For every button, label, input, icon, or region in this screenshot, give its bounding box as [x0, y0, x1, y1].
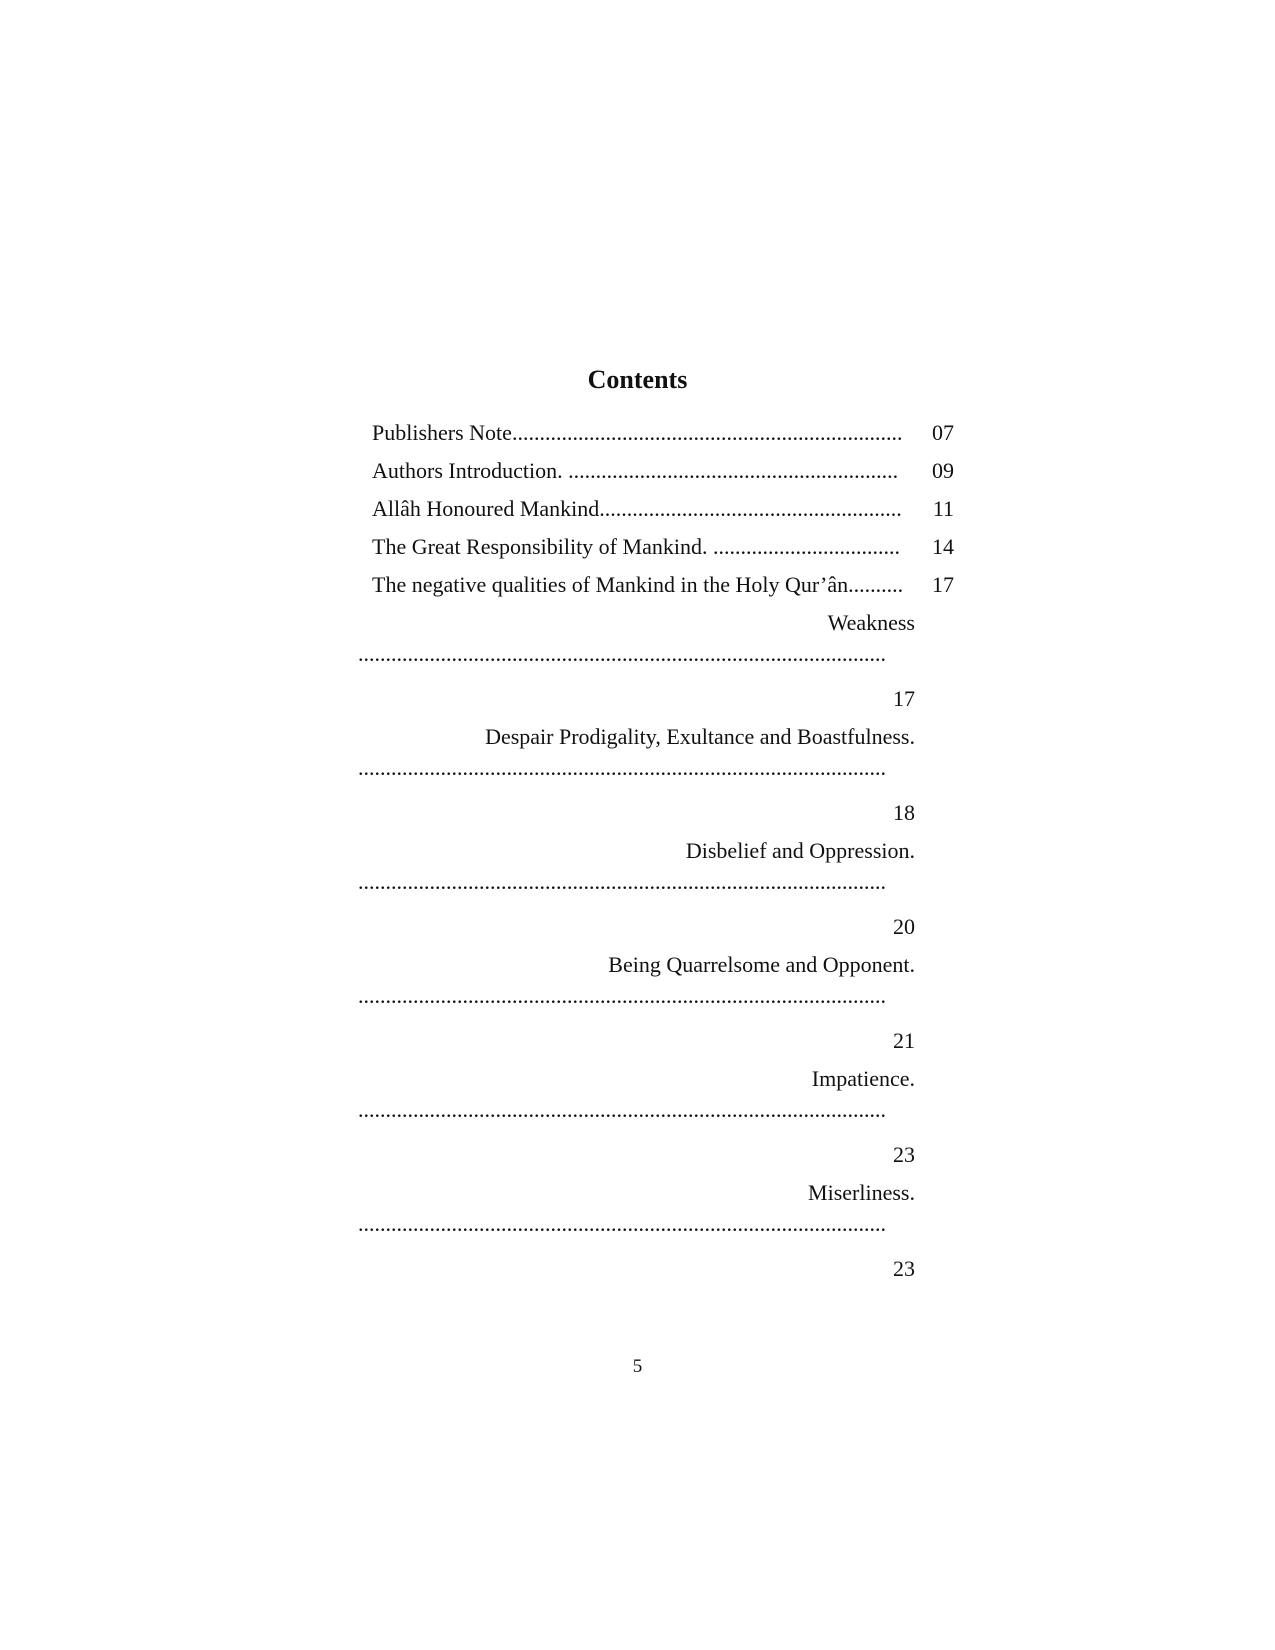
page-number: 5: [632, 1356, 643, 1377]
contents-heading: Contents: [587, 365, 688, 394]
toc-sub-entry-leader: ................................................................................................: [358, 1097, 886, 1122]
toc-sub-entry-page: 23: [893, 1142, 915, 1167]
toc-entry[interactable]: [372, 572, 954, 598]
toc-sub-entry-page: 21: [893, 1028, 915, 1053]
toc-entry-page: 17: [932, 572, 954, 597]
toc-sub-entry-title: Being Quarrelsome and Opponent.: [608, 952, 915, 977]
toc-sub-entry-title: Disbelief and Oppression.: [685, 838, 915, 863]
toc-entry-page: 11: [932, 496, 954, 521]
toc-sub-entry-title: Miserliness.: [808, 1180, 915, 1205]
toc-entry[interactable]: [372, 420, 954, 446]
toc-sub-entry-page: 20: [893, 914, 915, 939]
toc-sub-entry-leader: ................................................................................................: [358, 641, 886, 666]
toc-entry-leader: ......................................................: [604, 496, 902, 521]
toc-entry-page: 14: [932, 534, 954, 559]
toc-entry-page: 09: [932, 458, 954, 483]
toc-sub-entry-leader: ................................................................................................: [358, 755, 886, 780]
toc-entry-leader: ..................................: [712, 534, 900, 559]
toc-entry[interactable]: [372, 534, 954, 560]
toc-entry-leader: ......................................................................: [517, 420, 903, 445]
toc-entry-title: Authors Introduction.: [372, 458, 569, 483]
toc-entry-title: The Great Responsibility of Mankind.: [372, 534, 713, 559]
toc-sub-entry-title: Despair Prodigality, Exultance and Boastfulness.: [485, 724, 915, 749]
toc-entry-page: 07: [932, 420, 954, 445]
toc-entry-leader: ............................................................: [568, 458, 899, 483]
toc-sub-entry-leader: ................................................................................................: [358, 869, 886, 894]
toc-entry-leader: .........: [853, 572, 904, 597]
toc-sub-entry-title: Impatience.: [811, 1066, 915, 1091]
toc-sub-entry-page: 18: [893, 800, 915, 825]
toc-sub-entry-leader: ................................................................................................: [358, 983, 886, 1008]
toc-entry-title: Publishers Note.: [372, 420, 518, 445]
toc-sub-entry-page: 23: [893, 1256, 915, 1281]
toc-entry[interactable]: [372, 496, 954, 522]
toc-sub-entry-page: 17: [893, 686, 915, 711]
toc-sub-entry-leader: ................................................................................................: [358, 1211, 886, 1236]
toc-entry-title: The negative qualities of Mankind in the Holy Qur’ân.: [372, 572, 854, 597]
toc-entry[interactable]: [372, 458, 954, 484]
toc-entry-title: Allâh Honoured Mankind.: [372, 496, 605, 521]
toc-sub-entry-title: Weakness: [827, 610, 915, 635]
